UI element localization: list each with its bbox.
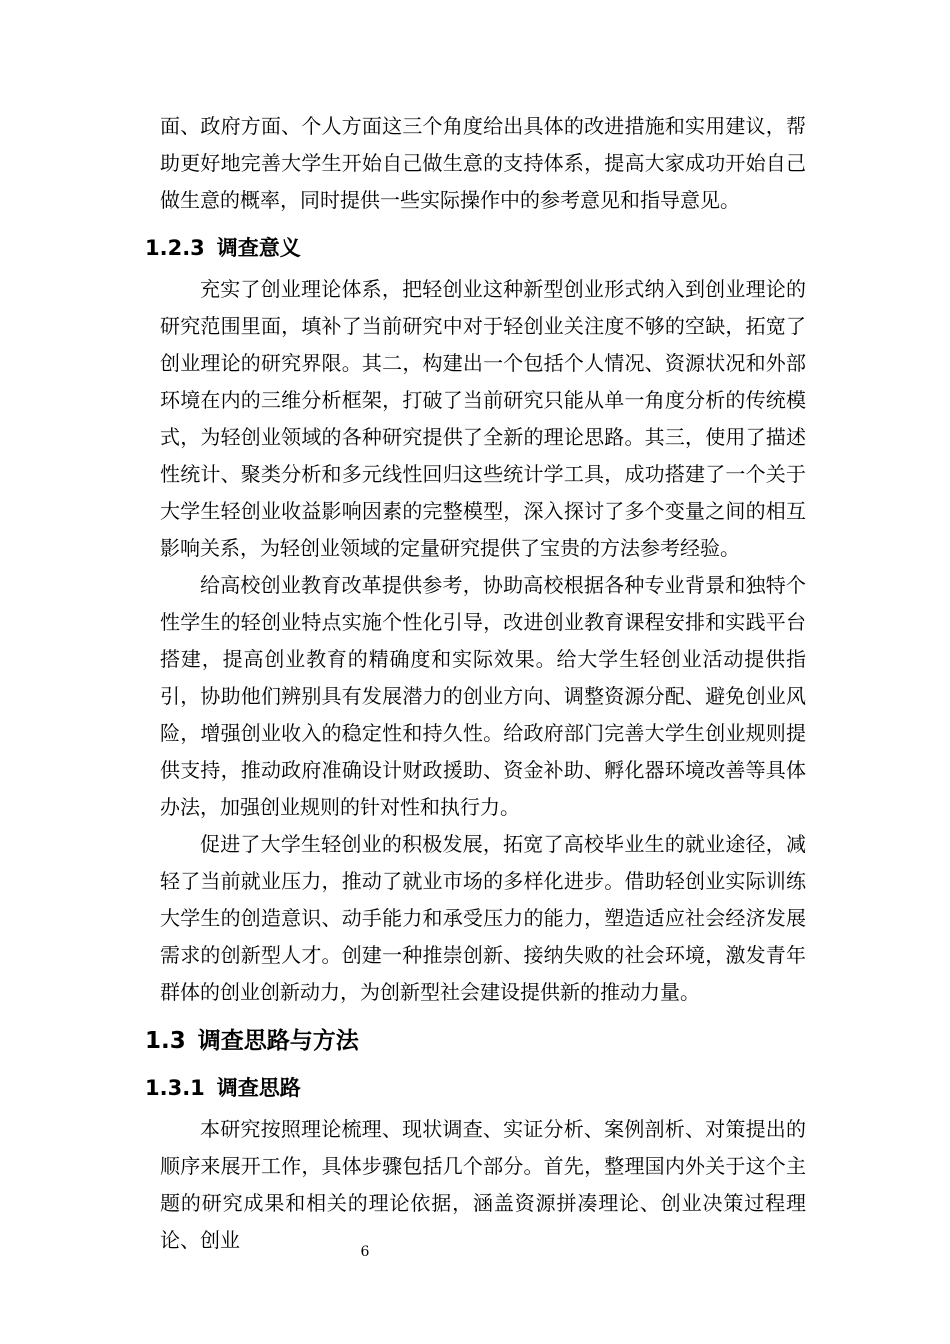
section-title: 调查思路 bbox=[216, 1076, 301, 1100]
section-heading-1-3-1 bbox=[145, 1071, 806, 1105]
page-content bbox=[145, 108, 806, 1259]
paragraph-practical-significance: 给高校创业教育改革提供参考，协助高校根据各种专业背景和独特个性学生的轻创业特点实施个性化引导，改进创业教育课程安排和实践平台搭建，提高创业教育的精确度和实际效果。给大学生轻创业活动提供指引，协助他们辨别具有发展潜力的创业方向、调整资源分配、避免创业风险，增强创业收入的稳定性和持久性。给政府部门完善大学生创业规则提供支持，推动政府准确设计财政援助、资金补助、孵化器环境改善等具体办法，加强创业规则的针对性和执行力。 bbox=[160, 573, 806, 819]
paragraph-research-approach: 本研究按照理论梳理、现状调查、实证分析、案例剖析、对策提出的顺序来展开工作，具体步骤包括几个部分。首先，整理国内外关于这个主题的研究成果和相关的理论依据，涵盖资源拼凑理论、创业决策过程理论、创业 bbox=[160, 1117, 806, 1252]
section-title: 调查意义 bbox=[216, 236, 301, 260]
paragraph-theory-significance: 充实了创业理论体系，把轻创业这种新型创业形式纳入到创业理论的研究范围里面，填补了当前研究中对于轻创业关注度不够的空缺，拓宽了创业理论的研究界限。其二，构建出一个包括个人情况、资源状况和外部环境在内的三维分析框架，打破了当前研究只能从单一角度分析的传统模式，为轻创业领域的各种研究提供了全新的理论思路。其三，使用了描述性统计、聚类分析和多元线性回归这些统计学工具，成功搭建了一个关于大学生轻创业收益影响因素的完整模型，深入探讨了多个变量之间的相互影响关系，为轻创业领域的定量研究提供了宝贵的方法参考经验。 bbox=[160, 277, 806, 560]
section-number: 1.3 bbox=[145, 1028, 186, 1054]
section-heading-1-3 bbox=[145, 1023, 806, 1059]
paragraph-social-significance: 促进了大学生轻创业的积极发展，拓宽了高校毕业生的就业途径，减轻了当前就业压力，推动了就业市场的多样化进步。借助轻创业实际训练大学生的创造意识、动手能力和承受压力的能力，塑造适应社会经济发展需求的创新型人才。创建一种推崇创新、接纳失败的社会环境，激发青年群体的创业创新动力，为创新型社会建设提供新的推动力量。 bbox=[160, 832, 806, 1004]
section-number: 1.2.3 bbox=[145, 236, 205, 260]
section-number: 1.3.1 bbox=[145, 1076, 205, 1100]
section-title: 调查思路与方法 bbox=[197, 1028, 359, 1054]
paragraph-continued: 面、政府方面、个人方面这三个角度给出具体的改进措施和实用建议，帮助更好地完善大学生开始自己做生意的支持体系，提高大家成功开始自己做生意的概率，同时提供一些实际操作中的参考意见和指导意见。 bbox=[160, 114, 806, 212]
page-number: 6 bbox=[360, 1244, 370, 1260]
section-heading-1-2-3 bbox=[145, 231, 806, 265]
